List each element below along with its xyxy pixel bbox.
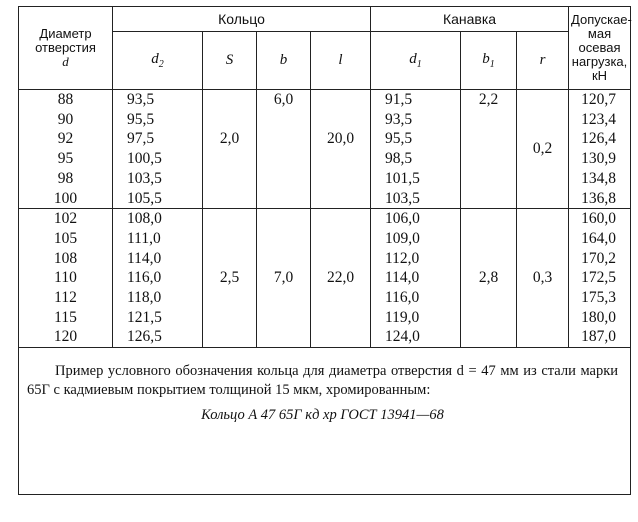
cell: 164,0 [581,229,617,247]
block1-l-column [311,90,371,209]
cell: 187,0 [581,328,617,346]
header-d1 [371,32,461,90]
cell: 120,7 [581,91,617,108]
cell: 0,2 [532,140,553,158]
block1-b-column [257,90,311,209]
cell: 114,0 [127,249,162,267]
header-r: r [517,32,569,90]
cell: 121,5 [127,308,162,326]
note-text: Пример условного обозначения кольца для диаметра отверстия d = 47 мм из стали марки 65Г с кадмиевым покрытием толщиной 15 мкм, хромированным: [27,363,619,399]
note-row [19,348,631,495]
cell: 2,8 [478,269,499,287]
header-d1-sym: d [409,51,417,67]
header-s: S [203,32,257,90]
cell: 170,2 [581,249,617,267]
note-designation: Кольцо А 47 65Г кд хр ГОСТ 13941—68 [201,407,444,424]
header-diameter-symbol: d [62,54,69,69]
block2-r-column [517,209,569,348]
cell: 126,5 [127,328,162,346]
cell: 20,0 [326,130,355,148]
cell: 126,4 [581,130,617,148]
header-diameter-label: Диаметр отверстия [35,26,96,55]
block2-b-column [257,209,311,348]
block2-b1-column [461,209,517,348]
cell: 123,4 [581,110,617,128]
cell: 116,0 [385,289,420,307]
cell: 2,5 [219,269,240,287]
cell: 172,5 [581,269,617,287]
block1-s-column [203,90,257,209]
cell: 92 [57,130,74,148]
cell: 22,0 [326,269,355,287]
header-diameter [19,7,113,90]
cell: 108,0 [127,210,162,228]
ring-spec-table [18,6,631,495]
cell: 93,5 [385,110,413,128]
block1-load-column [569,90,631,209]
header-load [569,7,631,90]
header-b: b [257,32,311,90]
cell: 93,5 [127,91,155,108]
header-d1-sub: 1 [416,59,422,70]
header-l: l [311,32,371,90]
cell: 119,0 [385,308,420,326]
cell: 109,0 [385,229,420,247]
block2-s-column [203,209,257,348]
header-b1-sub: 1 [489,59,495,70]
cell: 118,0 [127,289,162,307]
note-cell [19,348,631,495]
cell: 110 [54,269,77,287]
block2-d2-column [113,209,203,348]
cell: 95 [57,150,74,168]
cell: 101,5 [385,169,420,187]
cell: 98,5 [385,150,413,168]
cell: 95,5 [385,130,413,148]
block1-d2-column [113,90,203,209]
cell: 120 [53,328,78,346]
header-groove: Канавка [371,7,569,32]
block2-load-column [569,209,631,348]
cell: 100 [53,189,78,207]
block1-d1-column [371,90,461,209]
cell: 111,0 [127,229,161,247]
cell: 108 [53,249,78,267]
cell: 88 [57,91,74,108]
cell: 98 [57,169,74,187]
cell: 136,8 [581,189,617,207]
cell: 2,0 [219,130,240,148]
cell: 106,0 [385,210,420,228]
block1-d-column [19,90,113,209]
cell: 103,5 [127,169,162,187]
header-b1 [461,32,517,90]
cell: 112,0 [385,249,420,267]
table-block-1 [19,90,631,209]
cell: 95,5 [127,110,155,128]
cell: 175,3 [581,289,617,307]
cell: 102 [53,210,78,228]
cell: 105 [53,229,78,247]
cell: 97,5 [127,130,155,148]
header-b1-sym: b [482,51,490,67]
table-block-2 [19,209,631,348]
cell: 180,0 [581,308,617,326]
header-load-label: Допускае-мая осевая нагрузка, кН [571,12,632,83]
cell: 160,0 [581,210,617,228]
header-d2-sym: d [151,51,159,67]
block2-d1-column [371,209,461,348]
cell: 114,0 [385,269,420,287]
header-ring: Кольцо [113,7,371,32]
cell: 124,0 [385,328,420,346]
cell: 103,5 [385,189,420,207]
cell: 134,8 [581,169,617,187]
block1-b1-column [461,90,517,209]
cell: 112 [54,289,77,307]
cell: 116,0 [127,269,162,287]
cell: 2,2 [478,91,499,108]
cell: 130,9 [581,150,617,168]
cell: 0,3 [532,269,553,287]
header-d2 [113,32,203,90]
cell: 91,5 [385,91,413,108]
cell: 115 [54,308,77,326]
cell: 100,5 [127,150,162,168]
block2-l-column [311,209,371,348]
cell: 6,0 [273,91,294,108]
cell: 105,5 [127,189,162,207]
block1-r-column [517,90,569,209]
block2-d-column [19,209,113,348]
header-d2-sub: 2 [158,59,164,70]
cell: 90 [57,110,74,128]
cell: 7,0 [273,269,294,287]
